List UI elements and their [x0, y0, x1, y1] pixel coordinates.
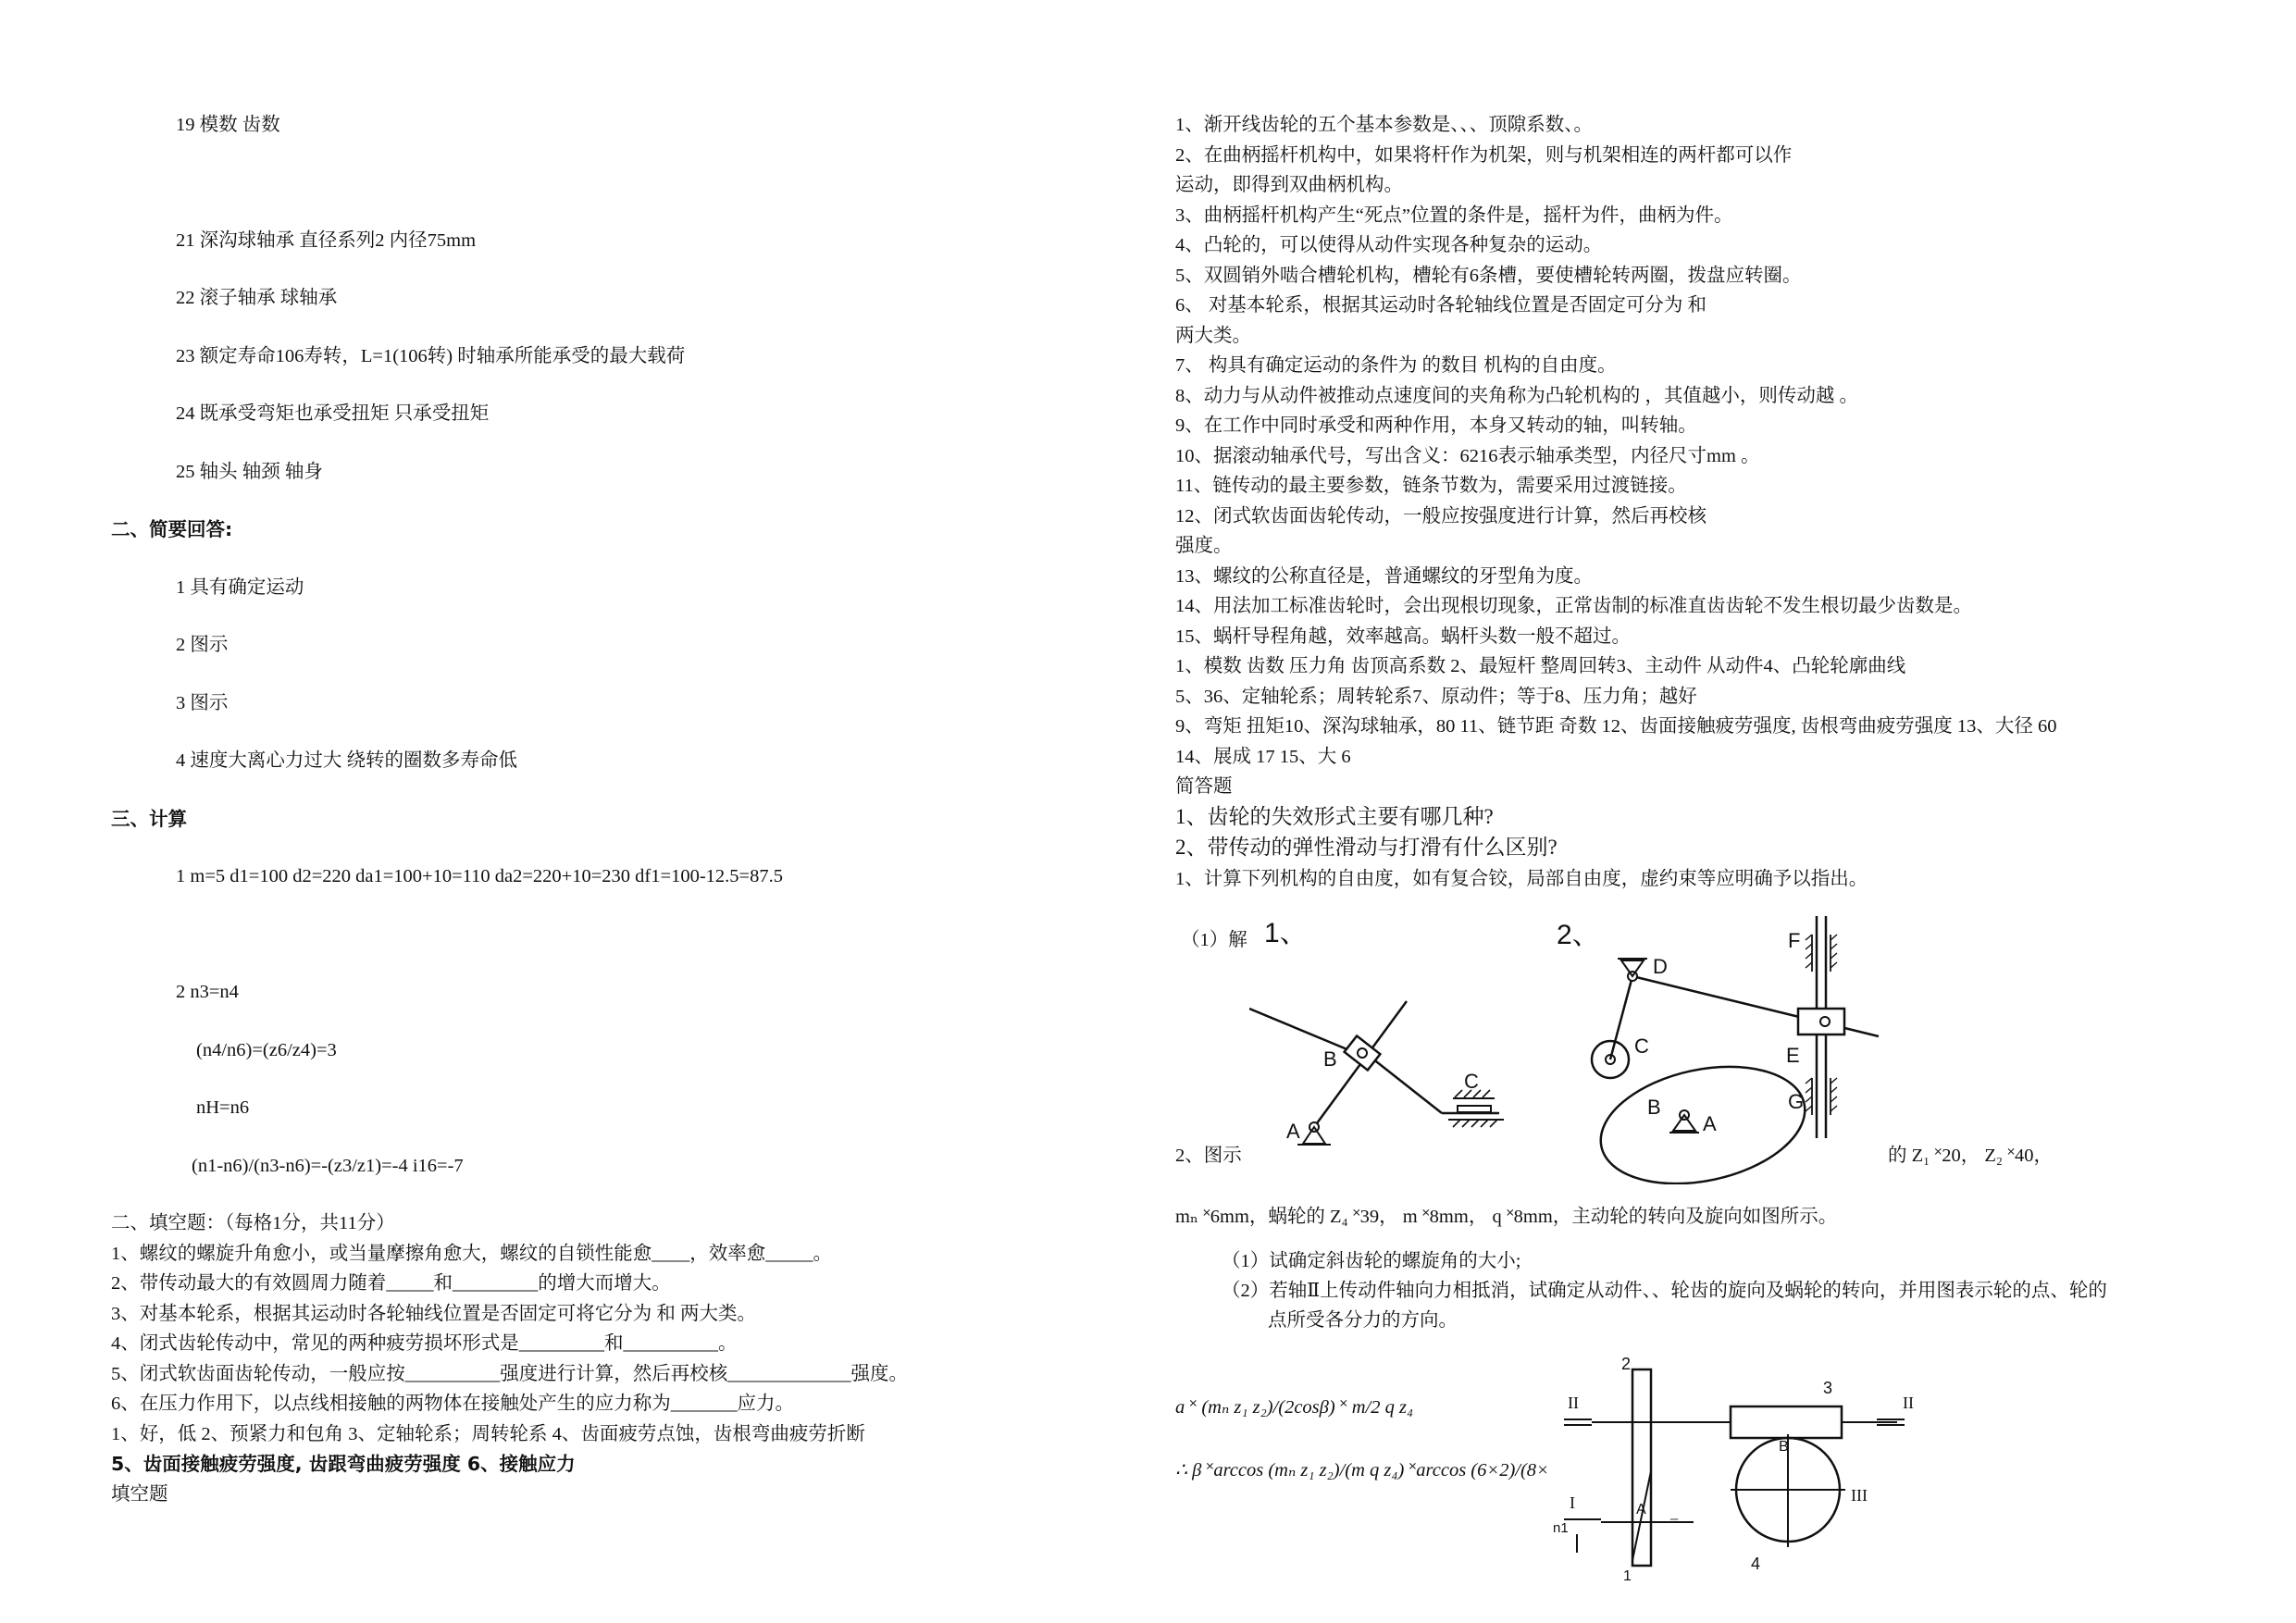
fig3-label-4: 4 [1751, 1555, 1761, 1573]
fig2-label-c: C [1634, 1035, 1649, 1058]
fig3-label-i: I [1570, 1493, 1575, 1512]
answer-line-2: 5、36、定轴轮系；周转轮系7、原动件；等于8、压力角；越好 [1175, 687, 1697, 707]
fill-answers-2: 5、齿面接触疲劳强度, 齿跟弯曲疲劳强度 6、接触应力 [111, 1453, 576, 1475]
fill-answers-1: 1、好，低 2、预紧力和包角 3、定轴轮系；周转轮系 4、齿面疲劳点蚀，齿根弯曲疲劳折断 [111, 1424, 865, 1444]
q-line-17: 14、用法加工标准齿轮时，会出现根切现象，正常齿制的标准直齿齿轮不发生根切最少齿数是。 [1175, 596, 1972, 616]
answer-21: 21 深沟球轴承 直径系列2 内径75mm [176, 230, 477, 251]
q-line-13: 11、链传动的最主要参数，链条节数为，需要采用过渡链接。 [1175, 476, 1687, 496]
q-line-2: 2、在曲柄摇杆机构中，如果将杆作为机架，则与机架相连的两杆都可以作 [1175, 145, 1793, 166]
q-line-5: 4、凸轮的，可以使得从动件实现各种复杂的运动。 [1175, 235, 1603, 255]
answer-line-3: 9、弯矩 扭矩10、深沟球轴承，80 11、链节距 奇数 12、齿面接触疲劳强度, 齿根弯曲疲劳强度 13、大径 60 [1175, 716, 2057, 737]
fig1-number: 1、 [1264, 918, 1308, 948]
calc-2-line-4: (n1-n6)/(n3-n6)=-(z3/z1)=-4 i16=-7 [192, 1156, 464, 1176]
fig2-label-g: G [1788, 1090, 1805, 1113]
fig2-label-a: A [1703, 1112, 1717, 1135]
q-line-1: 1、渐开线齿轮的五个基本参数是、、、顶隙系数、。 [1175, 115, 1593, 135]
fig1-label-a: A [1286, 1120, 1300, 1143]
fill-item-5: 5、闭式软齿面齿轮传动，一般应按__________强度进行计算，然后再校核_____________强度。 [111, 1364, 908, 1384]
calc-intro: 1、计算下列机构的自由度，如有复合铰，局部自由度，虚约束等应明确予以指出。 [1175, 869, 1868, 889]
q-line-4: 3、曲柄摇杆机构产生“死点”位置的条件是，摇杆为件，曲柄为件。 [1175, 205, 1733, 226]
formula-center-distance: a ˟ (mₙ z₁ z₂)/(2cosβ) ˟ m/2 q z₄ [1175, 1397, 1414, 1418]
fill-item-6: 6、在压力作用下，以点线相接触的两物体在接触处产生的应力称为_______应力。 [111, 1394, 794, 1414]
fill-item-4: 4、闭式齿轮传动中，常见的两种疲劳损坏形式是_________和__________。 [111, 1333, 738, 1354]
fig3-label-ii-right: II [1903, 1394, 1914, 1412]
q-line-6: 5、双圆销外啮合槽轮机构，槽轮有6条槽，要使槽轮转两圈，拨盘应转圈。 [1175, 266, 1802, 286]
q-line-8: 两大类。 [1175, 326, 1251, 346]
q-line-16: 13、螺纹的公称直径是，普通螺纹的牙型角为度。 [1175, 566, 1593, 587]
sec2-item-3: 3 图示 [176, 693, 229, 713]
fig-caption-gear: 2、图示 [1175, 1146, 1242, 1166]
gear-question-2a: （2）若轴Ⅱ上传动件轴向力相抵消，试确定从动件、、轮齿的旋向及蜗轮的转向，并用图表示轮的点、轮的 [1222, 1281, 2107, 1301]
calc-2-line-1: 2 n3=n4 [176, 982, 239, 1002]
mechanism-figure-2 [1555, 916, 1888, 1184]
fill-item-1: 1、螺纹的螺旋升角愈小，或当量摩擦角愈大，螺纹的自锁性能愈____，效率愈_____。 [111, 1244, 832, 1264]
q-line-14: 12、闭式软齿面齿轮传动，一般应按强度进行计算，然后再校核 [1175, 506, 1706, 527]
fig1-label-b: B [1323, 1047, 1337, 1071]
fig2-label-d: D [1653, 955, 1668, 978]
fig3-label-iii: III [1851, 1486, 1868, 1505]
q-line-11: 9、在工作中同时承受和两种作用，本身又转动的轴，叫转轴。 [1175, 415, 1697, 436]
gear-params-1: 的 Z₁ ˟20， Z₂ ˟40， [1888, 1146, 2053, 1166]
short-q-1: 1、齿轮的失效形式主要有哪几种? [1175, 805, 1494, 828]
answer-22: 22 滚子轴承 球轴承 [176, 288, 338, 308]
fig3-label-3: 3 [1823, 1379, 1833, 1397]
gear-drive-figure [1545, 1351, 1934, 1582]
fill-item-3: 3、对基本轮系，根据其运动时各轮轴线位置是否固定可将它分为 和 两大类。 [111, 1304, 756, 1324]
sec2-item-2: 2 图示 [176, 635, 229, 655]
fig3-label-a: A [1636, 1502, 1646, 1518]
fig3-label-1: 1 [1623, 1568, 1632, 1582]
q-line-7: 6、 对基本轮系，根据其运动时各轮轴线位置是否固定可分为 和 [1175, 295, 1706, 316]
q-line-15: 强度。 [1175, 536, 1233, 556]
calc-2-line-2: (n4/n6)=(z6/z4)=3 [196, 1040, 337, 1060]
fill-footer: 填空题 [111, 1484, 168, 1505]
short-answer-heading: 简答题 [1175, 776, 1233, 797]
calc-1: 1 m=5 d1=100 d2=220 da1=100+10=110 da2=220+10=230 df1=100-12.5=87.5 [176, 866, 783, 886]
fig3-label-ii-left: II [1568, 1394, 1579, 1412]
fig2-label-b: B [1647, 1096, 1661, 1119]
gear-question-1: （1）试确定斜齿轮的螺旋角的大小; [1222, 1251, 1521, 1271]
q-line-12: 10、据滚动轴承代号，写出含义：6216表示轴承类型，内径尺寸mm 。 [1175, 446, 1760, 466]
short-q-2: 2、带传动的弹性滑动与打滑有什么区别? [1175, 836, 1558, 859]
answer-19: 19 模数 齿数 [176, 115, 280, 135]
fig3-label-2: 2 [1621, 1355, 1632, 1373]
answer-line-4: 14、展成 17 15、大 6 [1175, 747, 1351, 767]
q-line-18: 15、蜗杆导程角越，效率越高。蜗杆头数一般不超过。 [1175, 626, 1631, 647]
fill-item-2: 2、带传动最大的有效圆周力随着_____和_________的增大而增大。 [111, 1273, 671, 1294]
answer-line-1: 1、模数 齿数 压力角 齿顶高系数 2、最短杆 整周回转3、主动件 从动件4、凸轮轮廓曲线 [1175, 656, 1906, 676]
fig3-label-n1: n1 [1553, 1520, 1569, 1536]
gear-params-2: mₙ ˟6mm，蜗轮的 Z₄ ˟39， m ˟8mm， q ˟8mm，主动轮的转向及旋向如图所示。 [1175, 1207, 1838, 1227]
fig1-label-c: C [1464, 1070, 1479, 1093]
answer-23: 23 额定寿命106寿转，L=1(106转) 时轴承所能承受的最大载荷 [176, 346, 686, 366]
fig2-label-e: E [1786, 1044, 1800, 1067]
sec2-item-4: 4 速度大离心力过大 绕转的圈数多寿命低 [176, 750, 517, 771]
fig-caption-solution: （1）解 [1181, 930, 1247, 950]
gear-question-2b: 点所受各分力的方向。 [1268, 1310, 1458, 1331]
calc-2-line-3: nH=n6 [196, 1097, 250, 1118]
q-line-3: 运动，即得到双曲柄机构。 [1175, 175, 1403, 195]
q-line-10: 8、动力与从动件被推动点速度间的夹角称为凸轮机构的 ，其值越小，则传动越 。 [1175, 386, 1858, 406]
fill-title: 二、填空题：（每格1分，共11分） [111, 1213, 395, 1233]
section-2-title: 二、简要回答: [111, 518, 233, 540]
fig3-label-b: B [1779, 1439, 1789, 1455]
fig2-number: 2、 [1557, 920, 1600, 950]
fig2-label-f: F [1788, 929, 1801, 952]
formula-helix-angle: ∴ β ˟arccos (mₙ z₁ z₂)/(m q z₄) ˟arccos (6×2)/(8× [1175, 1460, 1549, 1481]
section-3-title: 三、计算 [111, 808, 187, 830]
answer-25: 25 轴头 轴颈 轴身 [176, 462, 323, 482]
sec2-item-1: 1 具有确定运动 [176, 577, 304, 598]
q-line-9: 7、 构具有确定运动的条件为 的数目 机构的自由度。 [1175, 355, 1617, 376]
answer-24: 24 既承受弯矩也承受扭矩 只承受扭矩 [176, 403, 490, 424]
mechanism-figure-1 [1249, 916, 1527, 1157]
svg-text:=: = [1669, 1512, 1680, 1530]
